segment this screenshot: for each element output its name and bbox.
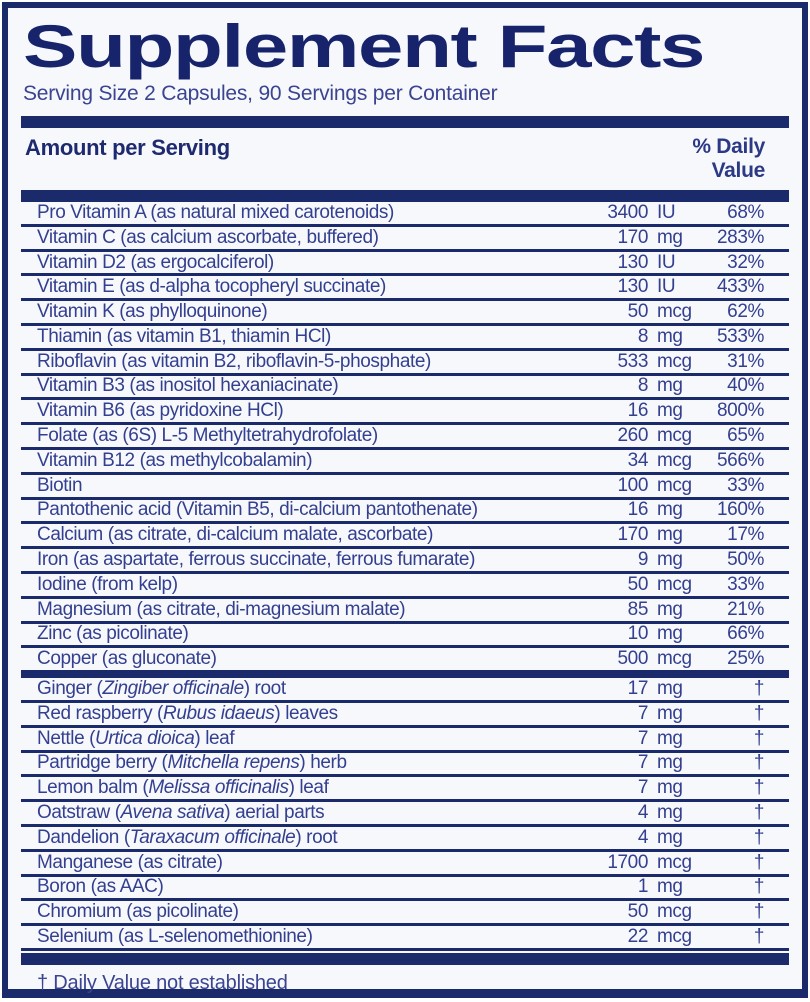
nutrient-amount: 1700: [607, 851, 648, 873]
nutrient-unit: mcg: [657, 926, 692, 948]
nutrient-unit: mg: [657, 876, 683, 898]
nutrient-unit: mg: [657, 802, 683, 824]
table-row: [21, 877, 789, 902]
nutrient-amount: 50: [627, 901, 648, 923]
nutrient-unit: mg: [657, 499, 683, 521]
table-row: [21, 648, 789, 678]
nutrient-unit: mg: [657, 826, 683, 848]
nutrient-amount: 1: [637, 876, 648, 898]
nutrient-name: Magnesium (as citrate, di-magnesium malate): [37, 598, 406, 620]
nutrient-amount: 9: [637, 549, 648, 571]
nutrient-name: Iron (as aspartate, ferrous succinate, ferrous fumarate): [37, 549, 476, 571]
nutrient-unit: mcg: [657, 573, 692, 595]
nutrient-amount: 3400: [607, 201, 648, 223]
nutrient-daily-value: †: [753, 802, 764, 824]
nutrient-amount: 22: [627, 926, 648, 948]
nutrient-name: Thiamin (as vitamin B1, thiamin HCl): [37, 325, 331, 347]
nutrient-name: Manganese (as citrate): [37, 851, 223, 873]
table-row: [21, 301, 789, 326]
nutrient-amount: 500: [617, 648, 648, 670]
nutrient-daily-value: †: [753, 826, 764, 848]
nutrient-unit: mg: [657, 549, 683, 571]
nutrient-name: Nettle (Urtica dioica) leaf: [37, 727, 235, 749]
table-row: [21, 549, 789, 574]
nutrient-daily-value: 283%: [717, 226, 764, 248]
nutrient-name: Selenium (as L-selenomethionine): [37, 926, 313, 948]
table-row: [21, 326, 789, 351]
nutrient-unit: mg: [657, 727, 683, 749]
nutrient-daily-value: †: [753, 678, 764, 700]
nutrient-daily-value: 40%: [727, 375, 764, 397]
nutrient-daily-value: 25%: [727, 648, 764, 670]
nutrient-name: Folate (as (6S) L-5 Methyltetrahydrofolate): [37, 425, 378, 447]
table-row: [21, 827, 789, 852]
nutrient-daily-value: †: [753, 702, 764, 724]
nutrient-amount: 85: [627, 598, 648, 620]
nutrient-unit: mg: [657, 702, 683, 724]
facts-rows: [21, 202, 789, 951]
nutrient-unit: mg: [657, 777, 683, 799]
table-row: [21, 400, 789, 425]
nutrient-daily-value: †: [753, 901, 764, 923]
nutrient-unit: mg: [657, 678, 683, 700]
table-row: [21, 276, 789, 301]
table-row: [21, 475, 789, 500]
nutrient-amount: 16: [627, 400, 648, 422]
nutrient-daily-value: 62%: [727, 301, 764, 323]
nutrient-unit: mcg: [657, 474, 692, 496]
nutrient-daily-value: †: [753, 926, 764, 948]
table-row: [21, 678, 789, 703]
divider-bar-top: [21, 116, 789, 128]
nutrient-amount: 100: [617, 474, 648, 496]
table-row: [21, 777, 789, 802]
amount-per-serving-header: Amount per Serving: [25, 135, 230, 160]
nutrient-unit: mcg: [657, 449, 692, 471]
divider-bar-header: [21, 190, 789, 202]
nutrient-unit: mg: [657, 375, 683, 397]
table-row: [21, 901, 789, 926]
nutrient-amount: 8: [637, 325, 648, 347]
table-row: [21, 425, 789, 450]
title-wrap: [23, 13, 789, 80]
nutrient-amount: 4: [637, 826, 648, 848]
nutrient-unit: mg: [657, 623, 683, 645]
nutrient-name: Dandelion (Taraxacum officinale) root: [37, 826, 338, 848]
nutrient-name: Boron (as AAC): [37, 876, 164, 898]
nutrient-amount: 130: [617, 251, 648, 273]
table-row: [21, 802, 789, 827]
nutrient-unit: mg: [657, 400, 683, 422]
percent-daily-value-header-line1: % Daily: [692, 135, 765, 158]
nutrient-daily-value: 17%: [727, 524, 764, 546]
nutrient-amount: 34: [627, 449, 648, 471]
table-row: [21, 202, 789, 227]
nutrient-amount: 17: [627, 678, 648, 700]
nutrient-unit: IU: [657, 251, 676, 273]
nutrient-name: Red raspberry (Rubus idaeus) leaves: [37, 702, 338, 724]
nutrient-amount: 50: [627, 301, 648, 323]
table-row: [21, 753, 789, 778]
percent-daily-value-header-line2: Value: [711, 159, 765, 182]
supplement-facts-label: [2, 2, 808, 998]
table-row: [21, 524, 789, 549]
nutrient-daily-value: 160%: [717, 499, 764, 521]
table-row: [21, 624, 789, 649]
nutrient-amount: 4: [637, 802, 648, 824]
table-row: [21, 703, 789, 728]
nutrient-name: Vitamin B6 (as pyridoxine HCl): [37, 400, 284, 422]
nutrient-daily-value: 21%: [727, 598, 764, 620]
nutrient-name: Vitamin K (as phylloquinone): [37, 301, 268, 323]
nutrient-daily-value: 65%: [727, 425, 764, 447]
nutrient-daily-value: †: [753, 727, 764, 749]
nutrient-unit: mg: [657, 524, 683, 546]
table-row: [21, 500, 789, 525]
nutrient-name: Vitamin C (as calcium ascorbate, buffered): [37, 226, 379, 248]
nutrient-name: Lemon balm (Melissa officinalis) leaf: [37, 777, 329, 799]
table-row: [21, 728, 789, 753]
nutrient-unit: IU: [657, 276, 676, 298]
nutrient-daily-value: 50%: [727, 549, 764, 571]
table-row: [21, 599, 789, 624]
nutrient-daily-value: 33%: [727, 474, 764, 496]
nutrient-daily-value: 33%: [727, 573, 764, 595]
nutrient-unit: mcg: [657, 350, 692, 372]
nutrient-unit: mg: [657, 598, 683, 620]
nutrient-daily-value: 66%: [727, 623, 764, 645]
nutrient-amount: 50: [627, 573, 648, 595]
nutrient-daily-value: 32%: [727, 251, 764, 273]
nutrient-name: Pro Vitamin A (as natural mixed carotenoids): [37, 201, 394, 223]
nutrient-name: Oatstraw (Avena sativa) aerial parts: [37, 802, 325, 824]
nutrient-amount: 7: [637, 702, 648, 724]
nutrient-unit: mcg: [657, 901, 692, 923]
table-row: [21, 351, 789, 376]
nutrient-amount: 533: [617, 350, 648, 372]
nutrient-daily-value: 533%: [717, 325, 764, 347]
nutrient-unit: mcg: [657, 648, 692, 670]
nutrient-daily-value: 566%: [717, 449, 764, 471]
nutrient-amount: 170: [617, 524, 648, 546]
nutrient-daily-value: †: [753, 777, 764, 799]
nutrient-name: Calcium (as citrate, di-calcium malate, ascorbate): [37, 524, 434, 546]
nutrient-amount: 7: [637, 727, 648, 749]
page-title: Supplement Facts: [23, 13, 705, 80]
nutrient-amount: 16: [627, 499, 648, 521]
nutrient-unit: mg: [657, 325, 683, 347]
percent-daily-value-header: [692, 135, 765, 183]
divider-bar-bottom: [21, 953, 789, 965]
nutrient-unit: mcg: [657, 301, 692, 323]
nutrient-daily-value: 800%: [717, 400, 764, 422]
nutrient-name: Vitamin D2 (as ergocalciferol): [37, 251, 274, 273]
nutrient-amount: 8: [637, 375, 648, 397]
nutrient-name: Vitamin B3 (as inositol hexaniacinate): [37, 375, 339, 397]
nutrient-unit: mg: [657, 752, 683, 774]
nutrient-daily-value: †: [753, 876, 764, 898]
nutrient-amount: 7: [637, 752, 648, 774]
nutrient-amount: 260: [617, 425, 648, 447]
nutrient-unit: mg: [657, 226, 683, 248]
nutrient-daily-value: 68%: [727, 201, 764, 223]
nutrient-name: Ginger (Zingiber officinale) root: [37, 678, 286, 700]
nutrient-unit: mcg: [657, 851, 692, 873]
nutrient-name: Partridge berry (Mitchella repens) herb: [37, 752, 347, 774]
nutrient-name: Copper (as gluconate): [37, 648, 217, 670]
nutrient-daily-value: †: [753, 851, 764, 873]
table-row: [21, 376, 789, 401]
nutrient-name: Chromium (as picolinate): [37, 901, 239, 923]
column-header-row: [21, 128, 789, 190]
nutrient-amount: 130: [617, 276, 648, 298]
nutrient-name: Vitamin E (as d-alpha tocopheryl succinate): [37, 276, 386, 298]
nutrient-name: Riboflavin (as vitamin B2, riboflavin-5-phosphate): [37, 350, 431, 372]
nutrient-unit: IU: [657, 201, 676, 223]
table-row: [21, 227, 789, 252]
serving-size-line: Serving Size 2 Capsules, 90 Servings per Container: [23, 82, 498, 105]
nutrient-name: Pantothenic acid (Vitamin B5, di-calcium pantothenate): [37, 499, 478, 521]
table-row: [21, 252, 789, 277]
nutrient-name: Biotin: [37, 474, 83, 496]
table-row: [21, 852, 789, 877]
nutrient-name: Iodine (from kelp): [37, 573, 178, 595]
nutrient-daily-value: †: [753, 752, 764, 774]
table-row: [21, 450, 789, 475]
nutrient-name: Zinc (as picolinate): [37, 623, 189, 645]
table-row: [21, 926, 789, 951]
nutrient-amount: 7: [637, 777, 648, 799]
nutrient-unit: mcg: [657, 425, 692, 447]
nutrient-daily-value: 433%: [717, 276, 764, 298]
nutrient-name: Vitamin B12 (as methylcobalamin): [37, 449, 313, 471]
daily-value-footnote: † Daily Value not established: [37, 971, 288, 994]
nutrient-amount: 10: [627, 623, 648, 645]
nutrient-daily-value: 31%: [727, 350, 764, 372]
nutrient-amount: 170: [617, 226, 648, 248]
table-row: [21, 574, 789, 599]
